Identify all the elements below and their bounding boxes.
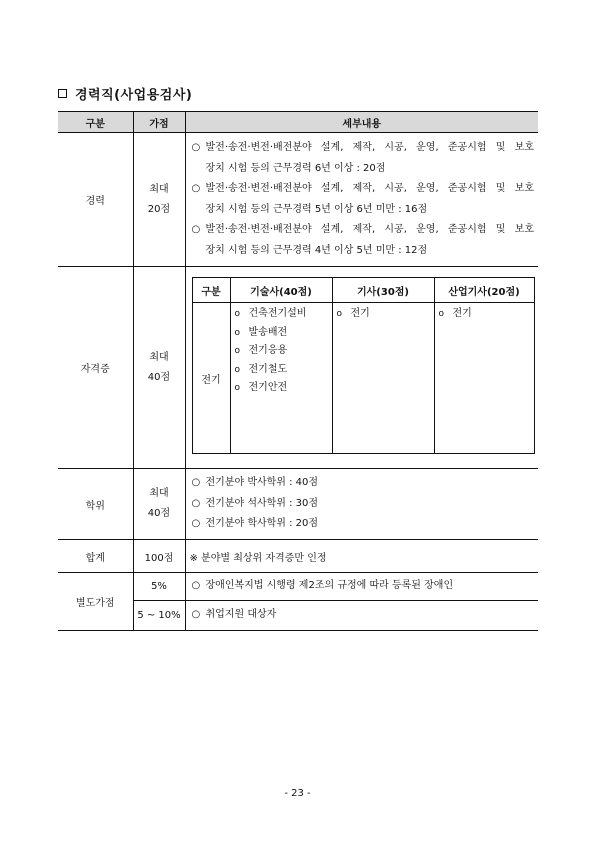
list-item: o 발송배전 — [234, 326, 288, 338]
degree-points: 최대 40점 — [133, 469, 185, 540]
license-header-pe: 기술사(40점) — [230, 278, 332, 303]
row-license — [58, 267, 538, 469]
license-label: 자격증 — [58, 267, 133, 469]
list-item: ○ 전기분야 석사학위 : 30점 — [191, 497, 319, 509]
extra-detail: ○ 취업지원 대상자 — [185, 601, 538, 631]
license-pe-list — [230, 303, 332, 454]
extra-label: 별도가점 — [58, 573, 133, 631]
list-item: o 전기안전 — [234, 382, 288, 393]
list-item: ○ 전기분야 박사학위 : 40점 — [191, 477, 319, 489]
header-category: 구분 — [58, 112, 133, 133]
license-industrial-list — [434, 303, 534, 454]
license-header-industrial: 산업기사(20점) — [434, 278, 534, 303]
row-experience — [58, 133, 538, 267]
experience-label: 경력 — [58, 133, 133, 267]
list-item: o 전기 — [438, 308, 472, 319]
license-table — [192, 277, 535, 454]
license-points: 최대 40점 — [133, 267, 185, 469]
section-title: 경력직(사업용검사) — [75, 88, 193, 103]
list-item: o 건축전기설비 — [234, 308, 307, 319]
list-item: ○ 전기분야 학사학위 : 20점 — [191, 518, 319, 530]
bonus-points-table — [58, 111, 538, 631]
checkbox-square-icon — [58, 89, 67, 98]
extra-detail: ○ 장애인복지법 시행령 제2조의 규정에 따라 등록된 장애인 — [185, 573, 538, 601]
experience-item: ○ 발전·송전·변전·배전분야 설계, 제작, 시공, 운영, 준공시험 및 보호 장치 시험 등의 근무경력 5년 이상 6년 미만 : 16점 — [191, 183, 534, 215]
degree-label: 학위 — [58, 469, 133, 540]
license-header-category: 구분 — [192, 278, 230, 303]
row-degree — [58, 469, 538, 540]
row-total — [58, 540, 538, 573]
header-points: 가점 — [133, 112, 185, 133]
extra-points: 5% — [133, 573, 185, 601]
experience-detail — [185, 133, 538, 267]
list-item: o 전기응용 — [234, 345, 288, 356]
total-points: 100점 — [133, 540, 185, 573]
experience-item: ○ 발전·송전·변전·배전분야 설계, 제작, 시공, 운영, 준공시험 및 보호 장치 시험 등의 근무경력 6년 이상 : 20점 — [191, 142, 534, 174]
total-label: 합계 — [58, 540, 133, 573]
degree-detail — [185, 469, 538, 540]
list-item: o 전기철도 — [234, 363, 288, 375]
extra-points: 5 ~ 10% — [133, 601, 185, 631]
license-detail — [185, 267, 538, 469]
row-extra-disabled — [58, 573, 538, 601]
license-row-label: 전기 — [192, 303, 230, 454]
license-header-engineer: 기사(30점) — [332, 278, 434, 303]
license-engineer-list — [332, 303, 434, 454]
page-number: - 23 - — [284, 788, 311, 799]
experience-points: 최대 20점 — [133, 133, 185, 267]
header-detail: 세부내용 — [185, 112, 538, 133]
experience-item: ○ 발전·송전·변전·배전분야 설계, 제작, 시공, 운영, 준공시험 및 보호 장치 시험 등의 근무경력 4년 이상 5년 미만 : 12점 — [191, 224, 534, 256]
section-heading — [58, 84, 192, 103]
list-item: o 전기 — [336, 308, 370, 319]
total-note: ※ 분야별 최상위 자격증만 인정 — [185, 540, 538, 573]
